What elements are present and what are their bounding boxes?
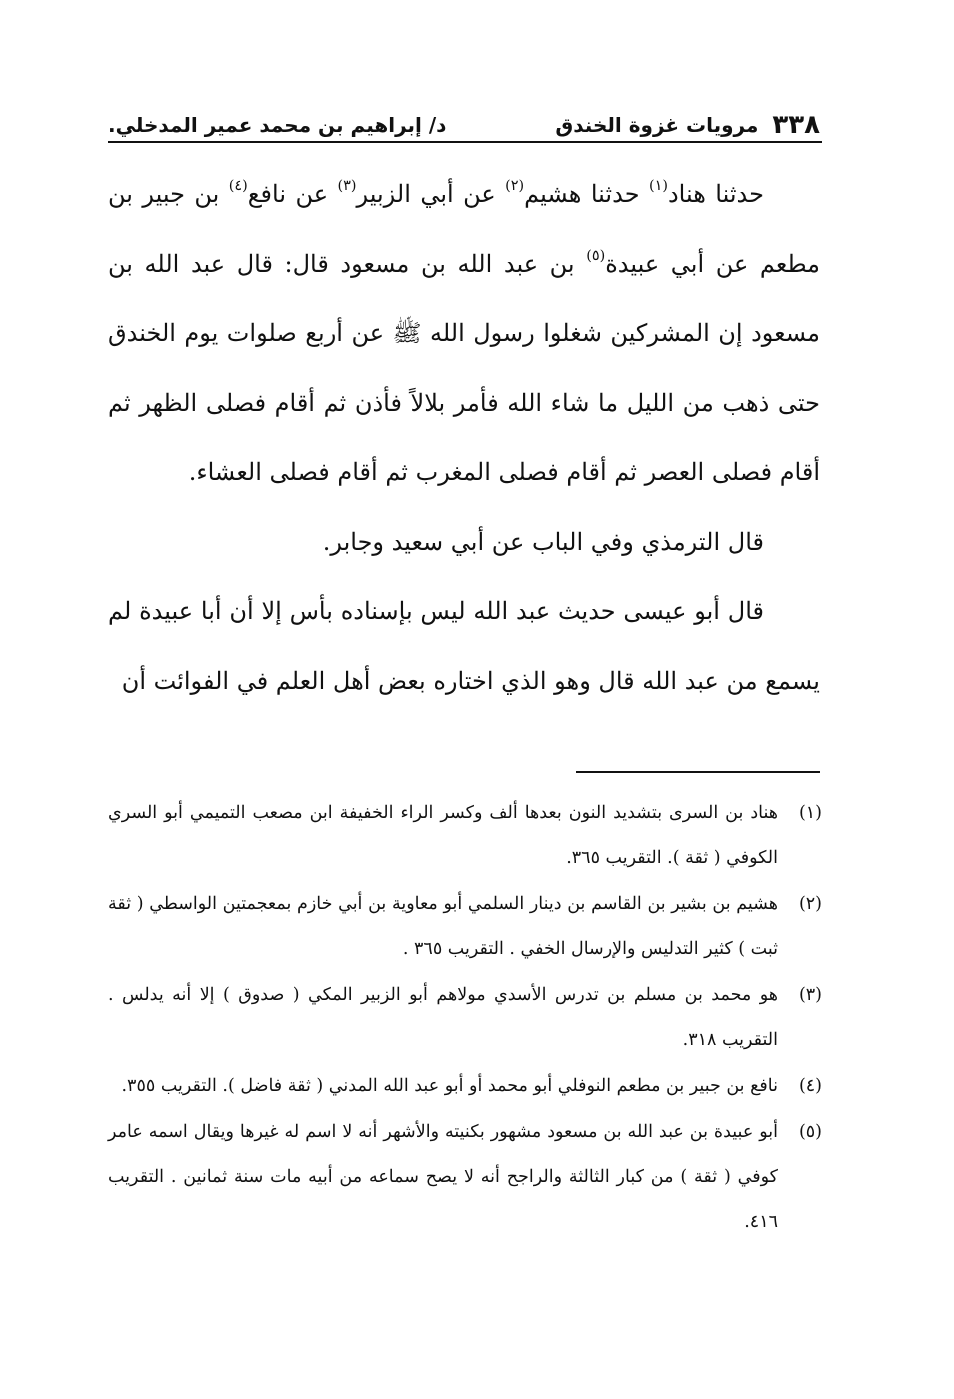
- footnote-number: (٢): [798, 894, 822, 914]
- footnote-separator: [576, 771, 820, 773]
- text-run: عن أبي الزبير: [356, 180, 506, 208]
- footnote-text: هشيم بن بشير بن القاسم بن دينار السلمي أبو معاوية بن أبي خازم بمعجمتين الواسطي ( ثقة ثبت ) كثير التدليس والإرسال الخفي . التقريب ٣٦٥ .: [108, 894, 778, 959]
- text-run: حدثنا هناد: [667, 180, 764, 208]
- text-run: بن جبير بن مطعم عن أبي عبيدة: [108, 180, 820, 278]
- footnote-item: [108, 1064, 822, 1109]
- footnote-text: نافع بن جبير بن مطعم النوفلي أبو محمد أو أبو عبد الله المدني ( ثقة فاضل ). التقريب ٣٥٥.: [121, 1076, 778, 1096]
- tirmidhi-paragraph: قال الترمذي وفي الباب عن أبي سعيد وجابر.: [322, 527, 764, 556]
- header-right-group: [555, 110, 820, 140]
- text-run: حدثنا هشيم: [524, 180, 649, 208]
- footnote-ref-3: (٣): [337, 178, 357, 195]
- footnote-item: [108, 882, 822, 972]
- author-name: د/ إبراهيم بن محمد عمير المدخلي.: [108, 113, 447, 137]
- footnote-ref-1: (١): [648, 178, 668, 195]
- footnotes: [108, 791, 822, 1246]
- footnote-text: هناد بن السرى بتشديد النون بعدها ألف وكسر الراء الخفيفة ابن مصعب التميمي أبو السري الكوفي ( ثقة ). التقريب ٣٦٥.: [108, 803, 778, 868]
- abu-isa-paragraph: قال أبو عيسى حديث عبد الله ليس بإسناده بأس إلا أن أبا عبيدة لم يسمع من عبد الله قال وهو الذي اختاره بعض أهل العلم في الفوائت أن: [108, 597, 820, 695]
- main-text: [108, 160, 820, 716]
- hadith-paragraph: [108, 160, 820, 508]
- page-number: ٣٣٨: [772, 110, 820, 140]
- footnote-item: [108, 973, 822, 1063]
- footnote-text: هو محمد بن مسلم بن تدرس الأسدي مولاهم أبو الزبير المكي ( صدوق ) إلا أنه يدلس . التقريب ٣١٨.: [108, 985, 778, 1050]
- footnote-item: [108, 791, 822, 881]
- footnote-number: (٣): [798, 985, 822, 1005]
- text-run: عن نافع: [247, 180, 338, 208]
- footnote-ref-5: (٥): [586, 247, 606, 264]
- footnote-number: (٤): [798, 1076, 822, 1096]
- footnote-item: [108, 1110, 822, 1245]
- footnote-ref-4: (٤): [228, 178, 248, 195]
- book-title: مرويات غزوة الخندق: [555, 113, 759, 137]
- header-rule: [108, 141, 822, 143]
- text-run: بن عبد الله بن مسعود قال: قال عبد الله بن مسعود إن المشركين شغلوا رسول الله ﷺ عن أربع صلوات يوم الخندق حتى ذهب من الليل ما شاء الله فأمر بلالاً فأذن ثم أقام فصلى الظهر ثم أقام فصلى العصر ثم أقام فصلى المغرب ثم أقام فصلى العشاء.: [108, 249, 820, 486]
- footnote-number: (٥): [798, 1122, 822, 1142]
- footnote-number: (١): [798, 803, 822, 823]
- running-header: [108, 108, 820, 142]
- footnote-text: أبو عبيدة بن عبد الله بن مسعود مشهور بكنيته والأشهر أنه لا اسم له غيرها ويقال اسمه عامر كوفي ( ثقة ) من كبار الثالثة والراجح أنه لا يصح سماعه من أبيه مات سنة ثمانين . التقريب ٤١٦.: [108, 1122, 778, 1232]
- footnote-ref-2: (٢): [505, 178, 525, 195]
